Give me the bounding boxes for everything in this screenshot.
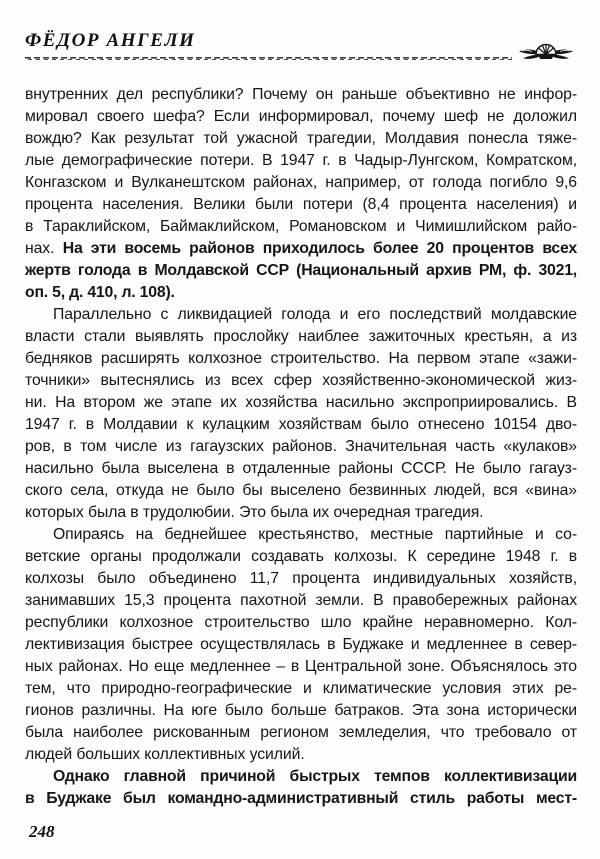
text-run: колхозы было объединено 11,7 процента индивидуальных хозяйств, <box>25 570 577 587</box>
text-line <box>25 700 577 722</box>
text-line <box>25 524 577 546</box>
text-run: ных районах. Но еще медленнее – в Центральной зоне. Объяснялось это <box>25 658 577 675</box>
text-run: мировал своего шефа? Если информировал, почему шеф не доложил <box>25 108 577 125</box>
text-line <box>25 634 577 656</box>
text-run: насильно была выселена в отдаленные районы СССР. Не было гагауз- <box>25 460 577 477</box>
body-text <box>25 84 577 810</box>
text-run: была наиболее рискованным регионом земледелия, что требовало от <box>25 724 577 741</box>
text-run: вождю? Как результат той ужасной трагедии, Молдавия понесла тяже- <box>25 130 577 147</box>
text-line <box>25 458 577 480</box>
bold-text-run: оп. 5, д. 410, л. 108). <box>25 284 175 301</box>
text-line <box>25 678 577 700</box>
text-line <box>25 392 577 414</box>
text-run: которых была в трудолюбии. Это была их очередная трагедия. <box>25 504 484 521</box>
running-header-author: ФЁДОР АНГЕЛИ <box>25 30 196 51</box>
text-run: бедняков расширять колхозное строительство. На первом этапе «зажи- <box>25 350 577 367</box>
text-line <box>25 194 577 216</box>
text-line <box>25 326 577 348</box>
text-run: ветские органы продолжали создавать колхозы. К середине 1948 г. в <box>25 548 577 565</box>
text-line <box>25 84 577 106</box>
text-line <box>25 502 577 524</box>
text-line <box>25 348 577 370</box>
text-line <box>25 436 577 458</box>
text-line <box>25 172 577 194</box>
text-line <box>25 546 577 568</box>
text-line <box>25 150 577 172</box>
text-run: тем, что природно-географические и климатические условия этих ре- <box>25 680 577 697</box>
text-run: процента населения. Велики были потери (8,4 процента населения) и <box>25 196 577 213</box>
text-line <box>25 106 577 128</box>
text-run: точники» вытеснялись из всех сфер хозяйственно-экономической жиз- <box>25 372 577 389</box>
bold-text-run: жертв голода в Молдавской ССР (Национальный архив РМ, ф. 3021, <box>25 262 577 279</box>
text-run: людей больших коллективных усилий. <box>25 746 305 763</box>
text-run: ского села, откуда не было бы выселено безвинных людей, вся «вина» <box>25 482 577 499</box>
text-line <box>25 788 577 810</box>
text-run: внутренних дел республики? Почему он раньше объективно не инфор- <box>25 86 577 103</box>
text-line <box>25 304 577 326</box>
text-run: Конгазском и Вулканештском районах, например, от голода погибло 9,6 <box>25 174 577 191</box>
text-line <box>25 766 577 788</box>
text-run: республики колхозное строительство шло крайне неравномерно. Кол- <box>25 614 577 631</box>
text-run: гионов различны. На юге было больше батраков. Эта зона исторически <box>25 702 577 719</box>
page-header <box>25 30 577 64</box>
text-run: лективизация быстрее осуществлялась в Буджаке и медленнее в север- <box>25 636 577 653</box>
page-number: 248 <box>29 822 55 841</box>
bold-text-run: Однако главной причиной быстрых темпов коллективизации <box>53 768 577 785</box>
text-run: власти стали выявлять прослойку наиблее зажиточных крестьян, а из <box>25 328 577 345</box>
text-run: Параллельно с ликвидацией голода и его последствий молдавские <box>53 306 577 323</box>
text-line <box>25 414 577 436</box>
text-line <box>25 480 577 502</box>
text-line <box>25 568 577 590</box>
text-line <box>25 656 577 678</box>
text-line <box>25 128 577 150</box>
text-line <box>25 722 577 744</box>
text-run: 1947 г. в Молдавии к кулацким хозяйствам было отнесено 10154 дво- <box>25 416 577 433</box>
text-line <box>25 370 577 392</box>
text-run: в Тараклийском, Баймаклийском, Романовском и Чимишлийском райо- <box>25 218 577 235</box>
text-run: нах. <box>25 240 63 257</box>
bold-text-run: в Буджаке был командно-административный стиль работы мест- <box>25 790 577 807</box>
text-run: занимавших 15,3 процента пахотной земли. В правобережных районах <box>25 592 577 609</box>
text-line <box>25 282 577 304</box>
header-rule <box>25 57 512 61</box>
text-line <box>25 238 577 260</box>
text-line <box>25 612 577 634</box>
text-run: Опираясь на беднейшее крестьянство, местные партийные и со- <box>53 526 577 543</box>
fan-ornament-icon <box>517 38 575 64</box>
text-line <box>25 590 577 612</box>
text-line <box>25 744 577 766</box>
bold-text-run: На эти восемь районов приходилось более 20 процентов всех <box>62 240 577 257</box>
text-line <box>25 260 577 282</box>
text-run: ни. На втором же этапе их хозяйства насильно экспроприировались. В <box>25 394 577 411</box>
text-line <box>25 216 577 238</box>
text-run: ров, в том числе из гагаузских районов. Значительная часть «кулаков» <box>25 438 577 455</box>
text-run: лые демографические потери. В 1947 г. в Чадыр-Лунгском, Комратском, <box>25 152 577 169</box>
